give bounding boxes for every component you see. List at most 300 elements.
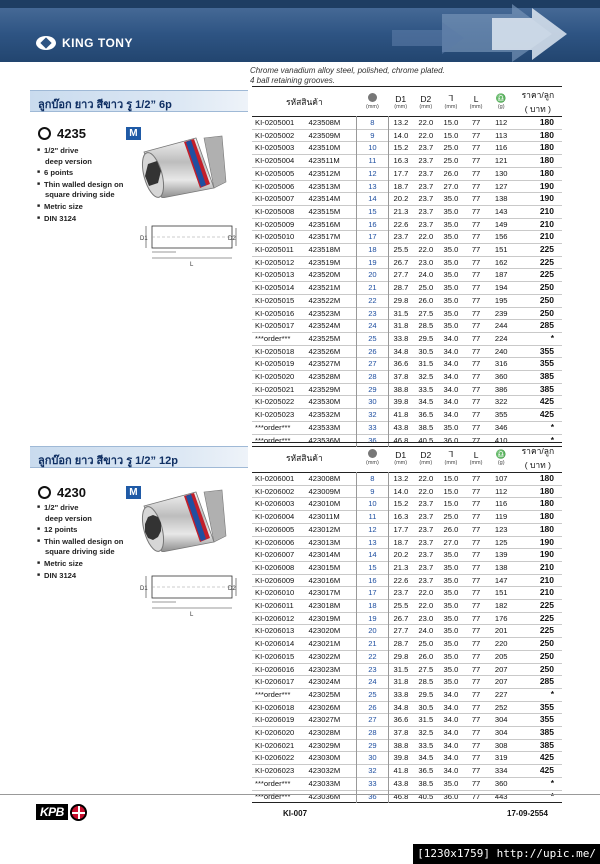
cell-d2: 23.7 (418, 219, 434, 229)
cell-weight: 194 (494, 283, 508, 293)
cell-d2: 28.5 (418, 321, 434, 331)
cell-size: 15 (357, 561, 388, 574)
cell-ref-code: 423027M (308, 715, 341, 725)
cell-d2: 23.7 (418, 537, 434, 547)
cell-product-code: KI-0206020 (255, 728, 295, 738)
cell-depth: 15.0 (443, 474, 459, 483)
table-row (252, 574, 562, 587)
cell-price: * (550, 777, 554, 788)
cell-depth: 35.0 (443, 588, 459, 598)
cell-price: 180 (539, 473, 554, 483)
cell-d1: 23.7 (393, 588, 409, 598)
cell-price: 355 (539, 358, 554, 369)
cell-price: 210 (539, 231, 554, 242)
cell-d2: 34.5 (418, 397, 434, 407)
cell-length: 77 (471, 156, 481, 166)
cell-d2: 32.5 (418, 728, 434, 738)
cell-d1: 15.2 (393, 143, 409, 153)
cell-size: 13 (357, 536, 388, 549)
cell-length: 77 (471, 384, 481, 394)
cell-price: 180 (539, 155, 554, 166)
cell-d1: 20.2 (393, 550, 409, 560)
cell-d2: 23.7 (418, 168, 434, 178)
table-row (252, 701, 562, 714)
cell-d2: 23.7 (418, 143, 434, 153)
cell-size: 32 (357, 765, 388, 778)
cell-d1: 18.7 (393, 181, 409, 191)
table-row (252, 180, 562, 193)
table-row (252, 129, 562, 142)
cell-ref-code: 423508M (308, 118, 341, 127)
cell-product-code: ***order*** (255, 422, 291, 432)
section-2-table-body (252, 473, 562, 803)
cell-d1: 31.8 (393, 321, 409, 331)
cell-d2: 34.5 (418, 753, 434, 763)
cell-length: 77 (471, 232, 481, 242)
cell-product-code: KI-0205017 (255, 321, 295, 331)
cell-product-code: KI-0205009 (255, 219, 295, 229)
cell-length: 77 (471, 702, 481, 712)
cell-weight: 138 (494, 194, 508, 204)
section-2-model (38, 485, 141, 500)
cell-d1: 34.8 (393, 702, 409, 712)
cell-length: 77 (471, 295, 481, 305)
cell-product-code: KI-0206011 (255, 601, 294, 611)
cell-length: 77 (471, 321, 481, 331)
cell-depth: 25.0 (443, 143, 459, 153)
cell-size: 9 (357, 129, 388, 142)
cell-product-code: KI-0205003 (255, 143, 295, 153)
section-2-price-table (252, 442, 562, 803)
cell-length: 77 (471, 613, 481, 623)
svg-text:D1: D1 (140, 236, 148, 242)
table-row (252, 358, 562, 371)
cell-length: 77 (471, 194, 481, 204)
cell-product-code: KI-0206012 (255, 613, 295, 623)
weight-icon: ♎ (495, 93, 507, 103)
weight-icon: ♎ (495, 449, 507, 459)
cell-product-code: ***order*** (255, 333, 291, 343)
cell-ref-code: 423025M (308, 689, 341, 699)
cell-depth: 15.0 (443, 499, 459, 509)
cell-length: 77 (471, 206, 481, 216)
cell-product-code: KI-0206016 (255, 664, 295, 674)
table-row (252, 523, 562, 536)
cell-d2: 23.7 (418, 194, 434, 204)
cell-depth: 35.0 (443, 321, 459, 331)
cell-depth: 35.0 (443, 219, 459, 229)
cell-d2: 27.5 (418, 308, 434, 318)
spec-item: ■ DIN 3124 (45, 213, 123, 225)
cell-d2: 33.5 (418, 740, 434, 750)
cell-ref-code: 423033M (308, 778, 341, 788)
cell-product-code: KI-0205012 (255, 257, 295, 267)
cell-length: 77 (471, 359, 481, 369)
cell-price: 385 (539, 383, 554, 394)
cell-depth: 35.0 (443, 257, 459, 267)
col-l-label: L (473, 93, 479, 104)
cell-d2: 25.0 (418, 639, 434, 649)
cell-weight: 112 (495, 486, 508, 496)
table-header-row (252, 443, 562, 473)
spec-item: ■ 1/2" drive (45, 502, 123, 514)
cell-d2: 26.0 (418, 295, 434, 305)
cell-length: 77 (471, 422, 481, 432)
col-d1-header (388, 443, 413, 473)
kpb-logo (36, 803, 87, 821)
col-d2-header (413, 87, 438, 117)
cell-depth: 35.0 (443, 639, 459, 649)
cell-d1: 33.8 (393, 333, 409, 343)
cell-price: 225 (539, 612, 554, 623)
cell-ref-code: 423024M (308, 677, 341, 687)
cell-length: 77 (471, 257, 481, 267)
cell-size: 24 (357, 676, 388, 689)
cell-weight: 304 (494, 728, 508, 738)
cell-depth: 35.0 (443, 295, 459, 305)
cell-d1: 13.2 (393, 118, 409, 127)
col-unit: (mm) (444, 104, 458, 110)
cell-size: 18 (357, 244, 388, 257)
arrow-decoration-icon (382, 0, 582, 62)
col-l-header (464, 87, 489, 117)
socket-12p-dimension-diagram (140, 572, 240, 620)
cell-d1: 37.8 (393, 372, 409, 382)
cell-price: 210 (539, 218, 554, 229)
cell-d2: 32.5 (418, 372, 434, 382)
cell-size: 19 (357, 612, 388, 625)
cell-weight: 116 (495, 143, 508, 153)
cell-d1: 41.8 (393, 766, 409, 776)
cell-d2: 38.5 (418, 778, 434, 788)
cell-size: 28 (357, 371, 388, 384)
cell-ref-code: 423513M (308, 181, 341, 191)
cell-size: 27 (357, 358, 388, 371)
cell-depth: 34.0 (443, 702, 459, 712)
cell-d1: 28.7 (393, 283, 409, 293)
cell-price: 355 (539, 345, 554, 356)
cell-length: 77 (471, 753, 481, 763)
cell-d2: 22.0 (418, 130, 434, 140)
cell-d1: 38.8 (393, 384, 409, 394)
cell-price: * (550, 790, 554, 801)
cell-product-code: ***order*** (255, 778, 291, 788)
cell-ref-code: 423030M (308, 753, 341, 763)
svg-text:L: L (190, 612, 194, 618)
cell-product-code: KI-0205011 (255, 245, 294, 255)
col-unit: (mm) (366, 460, 379, 466)
cell-product-code: KI-0205018 (255, 346, 295, 356)
cell-depth: 34.0 (443, 333, 459, 343)
cell-d1: 41.8 (393, 410, 409, 420)
cell-length: 77 (471, 143, 481, 153)
cell-length: 77 (471, 499, 481, 509)
spec-item: deep version (45, 156, 92, 166)
cell-product-code: KI-0205023 (255, 410, 295, 420)
cell-size: 11 (357, 511, 388, 524)
cell-d1: 39.8 (393, 397, 409, 407)
cell-depth: 35.0 (443, 562, 459, 572)
cell-length: 77 (471, 651, 481, 661)
cell-ref-code: 423521M (308, 283, 341, 293)
spec-item: ■ 12 points (45, 524, 123, 536)
cell-length: 77 (471, 791, 481, 801)
model-number: 4230 (57, 485, 86, 500)
cell-size: 23 (357, 663, 388, 676)
table-row (252, 511, 562, 524)
cell-depth: 15.0 (443, 118, 459, 127)
cell-price: 210 (539, 561, 554, 572)
svg-text:D2: D2 (228, 236, 236, 242)
col-unit: (mm) (469, 103, 483, 110)
cell-price: 425 (539, 396, 554, 407)
cell-ref-code: 423529M (308, 384, 341, 394)
cell-price: 285 (539, 320, 554, 331)
cell-depth: 35.0 (443, 651, 459, 661)
king-tony-logo (36, 36, 133, 50)
cell-d1: 31.5 (393, 664, 409, 674)
cell-price: * (550, 434, 554, 445)
cell-d1: 16.3 (393, 156, 409, 166)
cell-weight: 139 (494, 550, 508, 560)
cell-weight: 224 (494, 333, 508, 343)
cell-ref-code: 423023M (308, 664, 341, 674)
table-row (252, 205, 562, 218)
cell-ref-code: 423520M (308, 270, 341, 280)
col-depth-header (438, 87, 463, 117)
cell-depth: 34.0 (443, 384, 459, 394)
table-row (252, 587, 562, 600)
cell-depth: 34.0 (443, 715, 459, 725)
svg-text:L: L (190, 262, 194, 268)
cell-weight: 322 (494, 397, 508, 407)
cell-weight: 116 (495, 499, 508, 509)
cell-ref-code: 423516M (308, 219, 341, 229)
cell-d2: 36.5 (418, 410, 434, 420)
cell-d1: 27.7 (393, 626, 409, 636)
cell-weight: 319 (494, 753, 508, 763)
cell-d1: 23.7 (393, 232, 409, 242)
cell-ref-code: 423032M (308, 766, 341, 776)
section-1-title-bar (30, 90, 248, 112)
cell-d1: 38.8 (393, 740, 409, 750)
cell-weight: 107 (494, 474, 508, 483)
ring-icon (38, 486, 51, 499)
col-unit: (mm) (394, 103, 408, 110)
cell-size: 10 (357, 142, 388, 155)
cell-d1: 14.0 (393, 130, 409, 140)
cell-weight: 201 (494, 626, 508, 636)
cell-weight: 227 (494, 689, 508, 699)
col-d2-label: D2 (420, 93, 432, 104)
table-row (252, 244, 562, 257)
cell-depth: 35.0 (443, 677, 459, 687)
cell-size: 26 (357, 345, 388, 358)
cell-d1: 16.3 (393, 512, 409, 522)
section-1-table-body (252, 117, 562, 447)
cell-ref-code: 423527M (308, 359, 341, 369)
spec-item: square driving side (45, 190, 115, 200)
cell-d2: 31.5 (418, 359, 434, 369)
cell-d1: 29.8 (393, 651, 409, 661)
col-d1-label: D1 (395, 93, 407, 104)
table-row (252, 727, 562, 740)
cell-weight: 386 (494, 384, 508, 394)
cell-price: 285 (539, 676, 554, 687)
cell-depth: 34.0 (443, 728, 459, 738)
cell-product-code: KI-0206005 (255, 524, 295, 534)
cell-size: 36 (357, 790, 388, 803)
cell-length: 77 (471, 728, 481, 738)
cell-size: 17 (357, 587, 388, 600)
cell-d1: 25.5 (393, 601, 409, 611)
kpb-cross-icon (70, 804, 87, 821)
cell-weight: 334 (494, 766, 508, 776)
cell-ref-code: 423020M (308, 626, 341, 636)
cell-ref-code: 423512M (308, 168, 341, 178)
cell-price: 225 (539, 625, 554, 636)
cell-length: 77 (471, 181, 481, 191)
cell-product-code: KI-0206006 (255, 537, 295, 547)
cell-ref-code: 423011M (308, 512, 340, 522)
cell-d1: 39.8 (393, 753, 409, 763)
col-l-header (464, 443, 489, 473)
cell-d1: 46.8 (393, 791, 409, 801)
cell-ref-code: 423010M (308, 499, 341, 509)
cell-length: 77 (471, 410, 481, 420)
table-row (252, 625, 562, 638)
cell-size: 26 (357, 701, 388, 714)
table-row (252, 409, 562, 422)
cell-price: 225 (539, 256, 554, 267)
cell-price: 210 (539, 587, 554, 598)
cell-product-code: KI-0205007 (255, 194, 295, 204)
cell-weight: 207 (494, 664, 508, 674)
cell-ref-code: 423522M (308, 295, 341, 305)
cell-product-code: ***order*** (255, 689, 291, 699)
table-row (252, 142, 562, 155)
table-row (252, 650, 562, 663)
cell-product-code: KI-0205016 (255, 308, 295, 318)
spec-item: ■ Thin walled design on (45, 536, 123, 548)
table-row (252, 332, 562, 345)
table-row (252, 383, 562, 396)
cell-product-code: KI-0205006 (255, 181, 295, 191)
cell-product-code: KI-0205022 (255, 397, 295, 407)
table-row (252, 600, 562, 613)
col-l-label: L (473, 449, 479, 460)
cell-d1: 33.8 (393, 689, 409, 699)
cell-d2: 22.0 (418, 588, 434, 598)
cell-weight: 149 (494, 219, 508, 229)
cell-weight: 360 (494, 372, 508, 382)
cell-size: 33 (357, 777, 388, 790)
cell-d2: 23.7 (418, 181, 434, 191)
col-size-header (357, 443, 388, 473)
cell-d1: 43.8 (393, 778, 409, 788)
cell-length: 77 (471, 766, 481, 776)
cell-ref-code: 423515M (308, 206, 341, 216)
cell-d2: 31.5 (418, 715, 434, 725)
cell-ref-code: 423528M (308, 372, 341, 382)
metric-badge: M (126, 486, 141, 499)
cell-weight: 143 (494, 206, 508, 216)
cell-weight: 220 (494, 639, 508, 649)
cell-depth: 35.0 (443, 613, 459, 623)
cell-d1: 21.3 (393, 206, 409, 216)
col-d2-label: D2 (420, 449, 432, 460)
cell-weight: 239 (494, 308, 508, 318)
cell-length: 77 (471, 740, 481, 750)
cell-depth: 36.0 (443, 435, 459, 445)
table-row (252, 421, 562, 434)
cell-depth: 34.0 (443, 689, 459, 699)
spec-item: ■ Thin walled design on (45, 179, 123, 191)
ring-icon (38, 127, 51, 140)
cell-depth: 35.0 (443, 601, 459, 611)
cell-product-code: KI-0205005 (255, 168, 295, 178)
cell-depth: 35.0 (443, 422, 459, 432)
cell-price: 180 (539, 142, 554, 153)
cell-product-code: ***order*** (255, 435, 291, 445)
cell-length: 77 (471, 512, 481, 522)
cell-d2: 23.7 (418, 156, 434, 166)
table-row (252, 193, 562, 206)
cell-d1: 26.7 (393, 257, 409, 267)
table-row (252, 663, 562, 676)
cell-d2: 28.5 (418, 677, 434, 687)
cell-price: 190 (539, 536, 554, 547)
cell-d1: 43.8 (393, 422, 409, 432)
col-d2-header (413, 443, 438, 473)
cell-depth: 15.0 (443, 130, 459, 140)
table-row (252, 536, 562, 549)
col-d1-header (388, 87, 413, 117)
table-row (252, 269, 562, 282)
model-number: 4235 (57, 126, 86, 141)
cell-size: 14 (357, 193, 388, 206)
socket-size-icon (368, 93, 377, 102)
table-row (252, 473, 562, 486)
cell-d1: 29.8 (393, 295, 409, 305)
section-2-spec-list (45, 502, 123, 581)
cell-weight: 151 (494, 588, 508, 598)
table-row (252, 155, 562, 168)
cell-d1: 28.7 (393, 639, 409, 649)
cell-price: 250 (539, 650, 554, 661)
svg-text:D1: D1 (140, 586, 148, 592)
cell-depth: 35.0 (443, 575, 459, 585)
cell-depth: 35.0 (443, 308, 459, 318)
cell-product-code: KI-0205004 (255, 156, 295, 166)
cell-length: 77 (471, 550, 481, 560)
cell-price: 225 (539, 244, 554, 255)
cell-weight: 119 (495, 512, 508, 522)
cell-price: 225 (539, 600, 554, 611)
socket-12p-image (136, 486, 228, 552)
cell-d2: 27.5 (418, 664, 434, 674)
cell-ref-code: 423530M (308, 397, 341, 407)
cell-d1: 15.2 (393, 499, 409, 509)
cell-length: 77 (471, 346, 481, 356)
cell-d2: 23.7 (418, 550, 434, 560)
cell-product-code: KI-0206007 (255, 550, 295, 560)
note-line-1: Chrome vanadium alloy steel, polished, chrome plated. (250, 66, 445, 75)
table-row (252, 167, 562, 180)
col-unit: (g) (497, 104, 505, 110)
brand-name: KING TONY (62, 36, 133, 50)
cell-depth: 35.0 (443, 194, 459, 204)
